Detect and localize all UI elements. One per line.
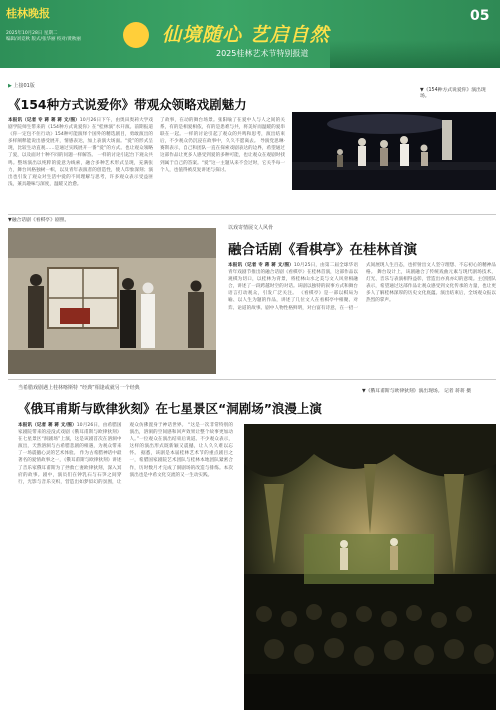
cave-theatre-image [244, 424, 496, 710]
down-arrow-icon: ▼ [420, 88, 424, 93]
bullet-icon: ▶ [8, 83, 14, 89]
article3-text: 10月26日，由希腊国家剧院带来的浸没式戏剧《俄耳甫斯与欧律狄刻》在七星景区“洞剧场”上演，这是该剧首次在溶洞中演出，天然溶洞与古希腊悲剧的相遇，为观众带来了一场震撼心灵的艺术体验。 作为古希腊神话中最著名的爱情故事之一，《俄耳甫斯与欧律狄刻》讲述了音乐家俄耳甫斯为了拯救亡妻欧律狄刻，深入冥府的故事。剧中，演员们在钟乳石与石笋之间穿行，光影与音乐交织，营造出如梦似幻的氛围，让观众仿佛置身于神话世界。 “这是一次非常特别的演出，溶洞的空间感和回声效果让整个故事更加动人。”一位观众在演出结束后说道。不少观众表示，这样的演出形式既新颖又震撼，让人久久难以忘怀。 据悉，该剧是本届桂林艺术节的重点剧目之一，希腊国家剧院艺术团队与桂林本地团队紧密合作，历时数月才完成了洞剧场的改造与排练。本次演出也是中希文化交流的又一生动实践。 [18, 423, 233, 485]
article2-title: 融合话剧《看棋亭》在桂林首演 [228, 242, 417, 258]
photo1-caption: ▼《154种方式说爱你》演出现场。 [420, 88, 486, 99]
article2-body [228, 262, 496, 374]
article1-text-left: 10月26日下午，由奥田奥莉大学戏剧学院师生带来的《154种方式说爱你》在“桂林演”水开演。前期报道《你一定包不住行动》154种可能演绎个国外的精选剧目，勇敢演出的多样阐释能说出感受展开，情感表达，加上表演大场面。“爱”的形式呈现，比较生动直观……是通过实践展开一番“爱”的方式。也让观众领略了爱，以及面对十种不同的问题一样解答。 一样的讨论引起台下观众共鸣。整场演出以纯粹的爱意为线索，融合多种艺术形式呈现，充满张力，舞台风格独树一帜，以及青年表演者的创造性，使人印象深刻；演出也引发了观众对生活中爱的不同理解与思考，许多观众表示受益匪浅，兼具趣味与深度，温暖又治愈。 [8, 118, 153, 187]
article3-title: 《俄耳甫斯与欧律狄刻》在七星景区“洞剧场”浪漫上演 [18, 401, 322, 416]
page-header [0, 0, 500, 68]
mountain-silhouette [330, 40, 500, 68]
divider [8, 214, 496, 215]
photo1-stage-performance [292, 112, 496, 190]
article3-kicker: 当希腊戏剧遇上桂林喀斯特 “经典”相逢或就另一个经典 [18, 385, 140, 391]
article3-body [18, 422, 233, 710]
down-arrow-icon: ▼ [8, 218, 12, 223]
newspaper-name: 桂林晚报 [6, 7, 50, 20]
issue-date: 2025年10月28日 星期二 [6, 31, 58, 36]
article3-byline: 本报讯（记者 蒋 蒋 文/图） [18, 423, 77, 428]
festival-logo-icon [123, 22, 149, 48]
article1-body-right: 了故事，在动的舞台场景。张阳喻了在爱中人与人之间的关系，有的是相爱相依，有的是患难与共，将美好而温暖的爱串联在一起。一样的讨论引起了观众的共鸣和思考，演出结束后，不少观众仍沉浸在故事中，久久不愿离去。 导演党思琳·赛斯表示，自己和团队一直在探索戏剧表达的边界，希望通过这部作品让更多人感受到爱的多种可能，也让观众在观剧时找到属于自己的答案。“爱”这一主题从来不会过时，它关乎每一个人，也值得被反复讲述与探讨。 [160, 118, 285, 173]
page-number: 05 [470, 8, 490, 24]
article1-kicker: ▶ 上接01版 [8, 83, 35, 89]
article2-text: 10月25日，由第二届全球华语青年戏剧节推出的融合话剧《看棋亭》在桂林首演，这部作品以观棋为切口，以桂林为背景，将桂林山水之美与文人风骨相融合，讲述了一段跨越时空的对话。该剧以独特的叙事方式和舞台语言打动观众，引发广泛关注。 《看棋亭》是一部以棋局为喻、以人生为题的作品，讲述了几位文人在看棋亭中相聚、对弈、论道的故事。剧中人物性格鲜明，对白富有诗意，在一招一式间展现人生百态，也折射出文人坚守理想、不忘初心的精神品格。 舞台设计上，该剧融合了传统戏曲元素与现代剧场技术，灯光、音乐与表演相得益彰，营造出亦真亦幻的意境。主创团队表示，希望通过这部作品让观众感受到文化传承的力量，也让更多人了解桂林深厚的历史文化底蕴。演出结束后，全场观众报以热烈的掌声。 [228, 263, 496, 311]
photo3-cave-theatre [244, 424, 496, 710]
divider [8, 379, 496, 380]
festival-subtitle: 2025桂林艺术节特别报道 [216, 49, 309, 58]
drama-still-image [8, 228, 216, 374]
photo2-caption: ▼融合话剧《看棋亭》剧照。 [8, 218, 70, 223]
photo2-drama-still [8, 228, 216, 374]
down-arrow-icon: ▼ [362, 389, 366, 394]
article1-byline: 本报讯（记者 专 蒋 蒋 蒋 文/图） [8, 118, 80, 123]
issue-editors: 编辑/刘竞秋 版式/张华丽 校对/黄秋丽 [6, 36, 81, 42]
photo3-caption: ▼《俄耳甫斯与欧律狄刻》演出现场。 记者 蒋蒋 摄 [362, 389, 472, 394]
festival-slogan: 仙境随心 艺启自然 [162, 24, 330, 46]
article2-kicker: 以戏寄情展文人风骨 [228, 225, 274, 231]
article1-body-left [8, 117, 153, 209]
article1-title: 《154种方式说爱你》带观众领略戏剧魅力 [8, 97, 247, 112]
issue-meta [6, 31, 116, 42]
article2-byline: 本报讯（记者 专 蒋 蒋 文/图） [228, 263, 294, 268]
stage-performance-image [292, 112, 496, 190]
